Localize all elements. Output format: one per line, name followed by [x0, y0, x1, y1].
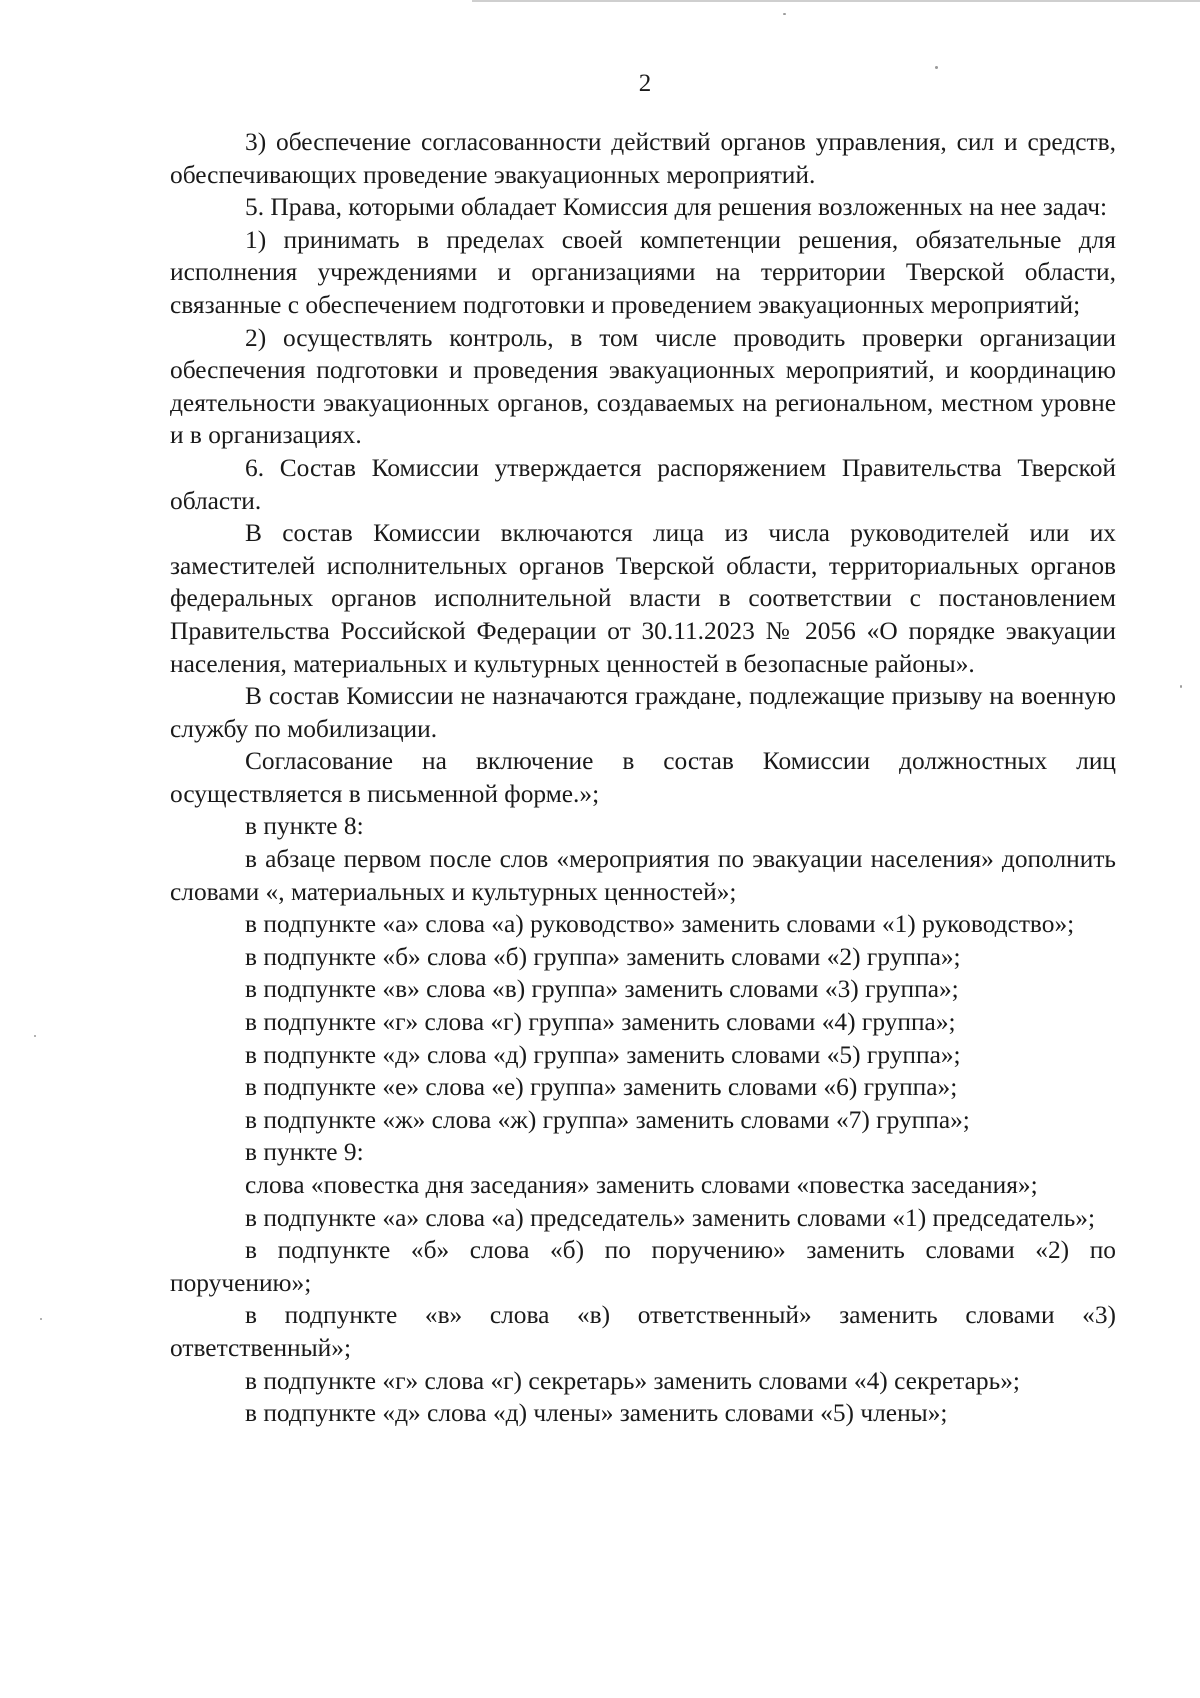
paragraph: в подпункте «е» слова «е) группа» заменить словами «6) группа»; [245, 1073, 958, 1102]
paragraph: в подпункте «д» слова «д) члены» заменить словами «5) члены»; [245, 1399, 948, 1428]
paragraph: в подпункте «ж» слова «ж) группа» заменить словами «7) группа»; [245, 1105, 970, 1134]
paragraph: слова «повестка дня заседания» заменить словами «повестка заседания»; [245, 1171, 1038, 1199]
paragraph: в подпункте «б» слова «б) группа» заменить словами «2) группа»; [245, 942, 961, 971]
paragraph: в подпункте «в» слова «в) группа» заменить словами «3) группа»; [245, 975, 959, 1004]
scan-speck [34, 1035, 36, 1037]
scan-speck [1180, 685, 1182, 688]
paragraph: в подпункте «в» слова «в) ответственный» заменить словами «3) ответственный»; [170, 1301, 1116, 1362]
scan-top-border [472, 0, 1200, 2]
paragraph: 6. Состав Комиссии утверждается распоряжением Правительства Тверской области. [170, 453, 1116, 515]
paragraph: 5. Права, которыми обладает Комиссия для решения возложенных на нее задач: [245, 193, 1108, 222]
paragraph: в пункте 8: [245, 812, 364, 841]
scan-speck [935, 66, 938, 69]
paragraph: В состав Комиссии не назначаются граждане, подлежащие призыву на военную службу по мобилизации. [170, 682, 1116, 743]
scan-speck [783, 13, 786, 15]
paragraph: в подпункте «а» слова «а) председатель» заменить словами «1) председатель»; [245, 1203, 1096, 1232]
paragraph: в подпункте «д» слова «д) группа» заменить словами «5) группа»; [245, 1040, 961, 1069]
paragraph: в подпункте «б» слова «б) по поручению» заменить словами «2) по поручению»; [170, 1236, 1116, 1297]
paragraph: в подпункте «а» слова «а) руководство» заменить словами «1) руководство»; [245, 910, 1075, 939]
page-number: 2 [638, 70, 652, 97]
scan-speck [40, 1318, 42, 1320]
paragraph: в пункте 9: [245, 1138, 364, 1167]
paragraph: Согласование на включение в состав Комиссии должностных лиц осуществляется в письменной форме.»; [170, 747, 1116, 808]
paragraph: 2) осуществлять контроль, в том числе проводить проверки организации обеспечения подготовки и проведения эвакуационных мероприятий, и координацию деятельности эвакуационных органов, создаваемых на региональном, местном уровне и в организациях. [170, 323, 1116, 450]
paragraph: В состав Комиссии включаются лица из числа руководителей или их заместителей исполнительных органов Тверской области, территориальных органов федеральных органов исполнительной власти в соответствии с постановлением Правительства Российской Федерации от 30.11.2023 № 2056 «О порядке эвакуации населения, материальных и культурных ценностей в безопасные районы». [170, 519, 1116, 678]
paragraph: в подпункте «г» слова «г) секретарь» заменить словами «4) секретарь»; [245, 1366, 1020, 1395]
paragraph: в подпункте «г» слова «г) группа» заменить словами «4) группа»; [245, 1008, 956, 1037]
paragraph: 1) принимать в пределах своей компетенции решения, обязательные для исполнения учреждениями и организациями на территории Тверской области, связанные с обеспечением подготовки и проведением эвакуационных мероприятий; [170, 225, 1116, 319]
paragraph: 3) обеспечение согласованности действий органов управления, сил и средств, обеспечивающих проведение эвакуационных мероприятий. [170, 128, 1116, 189]
document-body [170, 126, 1116, 1430]
paragraph: в абзаце первом после слов «мероприятия по эвакуации населения» дополнить словами «, материальных и культурных ценностей»; [170, 845, 1116, 906]
